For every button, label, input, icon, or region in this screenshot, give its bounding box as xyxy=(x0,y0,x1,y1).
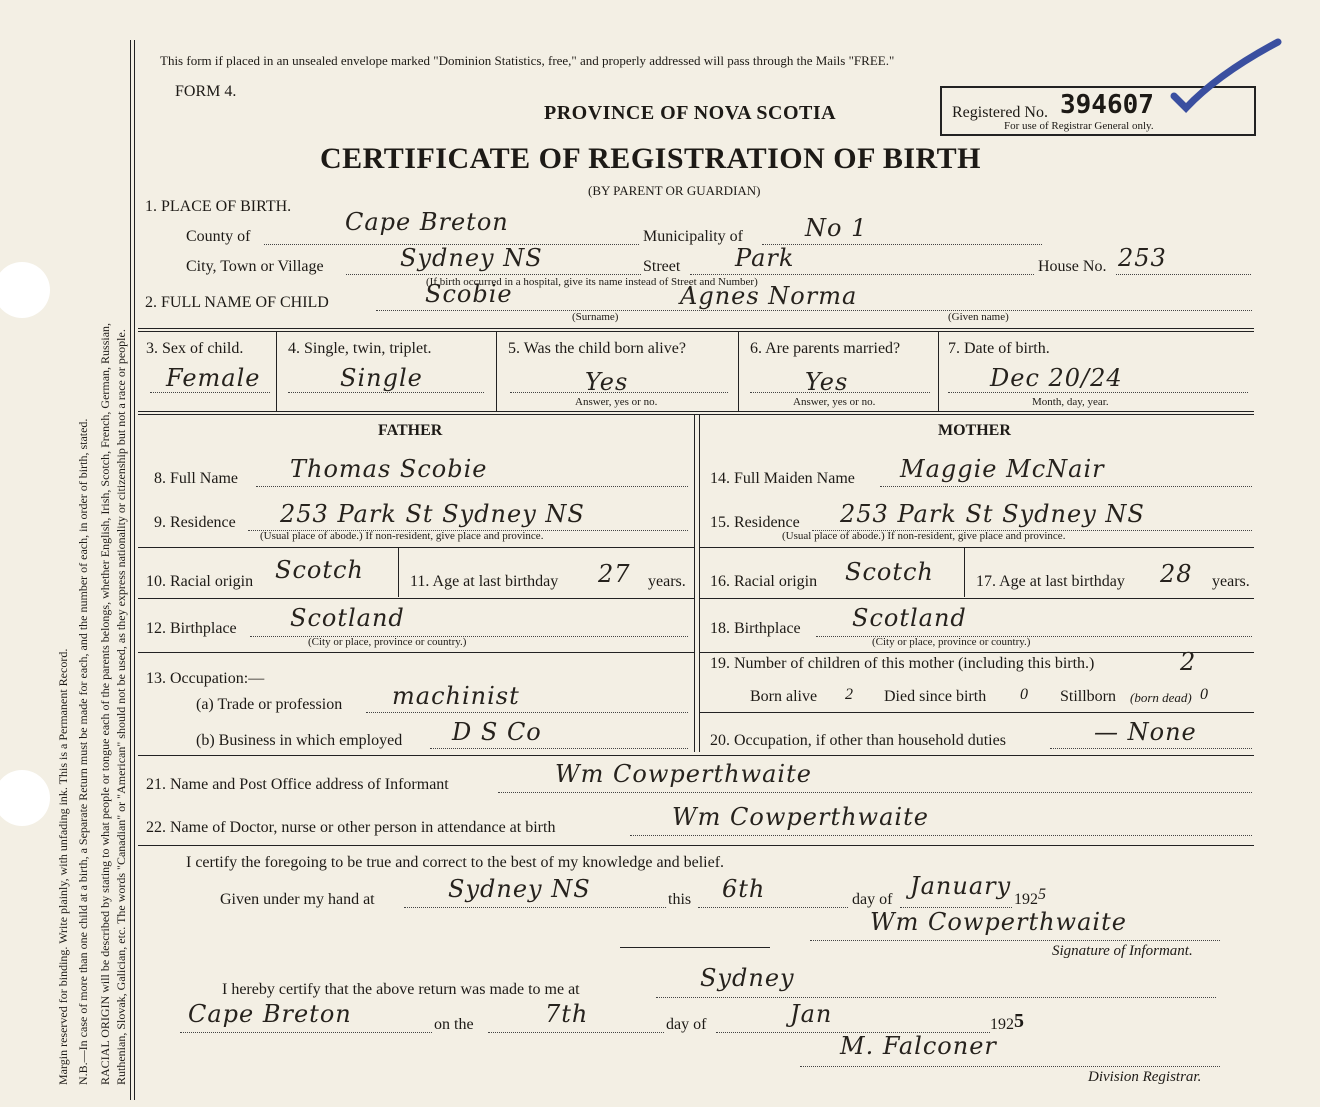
page-subtitle: (BY PARENT OR GUARDIAN) xyxy=(588,183,761,198)
day-of-label: day of xyxy=(852,891,893,908)
on-the-label: on the xyxy=(434,1016,474,1033)
father-residence-caption: (Usual place of abode.) If non-resident, give place and province. xyxy=(260,530,544,542)
mother-heading: MOTHER xyxy=(938,422,1011,439)
street-value: Park xyxy=(735,244,795,272)
mother-name-label: 14. Full Maiden Name xyxy=(710,470,855,487)
mother-birthplace-caption: (City or place, province or country.) xyxy=(872,636,1031,648)
children-count-label: 19. Number of children of this mother (including this birth.) xyxy=(710,655,1095,672)
mother-residence-value: 253 Park St Sydney NS xyxy=(840,500,1145,528)
page-title: CERTIFICATE OF REGISTRATION OF BIRTH xyxy=(320,142,981,175)
certified-year: 5 xyxy=(1038,886,1046,903)
house-label: House No. xyxy=(1038,258,1107,275)
father-racial-origin-label: 10. Racial origin xyxy=(146,573,254,590)
father-age-label: 11. Age at last birthday xyxy=(410,573,559,590)
mother-occupation-label: 20. Occupation, if other than household duties xyxy=(710,732,1006,749)
father-racial-origin-value: Scotch xyxy=(275,556,364,584)
mother-occupation-value: — None xyxy=(1094,718,1197,746)
children-count-value: 2 xyxy=(1180,648,1197,676)
mother-age-value: 28 xyxy=(1160,560,1193,588)
born-alive-caption: Answer, yes or no. xyxy=(575,396,658,408)
registered-number: 394607 xyxy=(1060,90,1154,120)
certified-month: January xyxy=(910,872,1012,900)
father-trade-value: machinist xyxy=(392,682,520,710)
place-of-birth-label: 1. PLACE OF BIRTH. xyxy=(145,198,292,215)
binding-hole-bottom xyxy=(0,770,50,826)
father-residence-value: 253 Park St Sydney NS xyxy=(280,500,585,528)
registrar-day-of-label: day of xyxy=(666,1016,707,1033)
informant-value: Wm Cowperthwaite xyxy=(555,760,812,788)
registrar-signature: M. Falconer xyxy=(840,1032,997,1060)
child-given-name: Agnes Norma xyxy=(680,282,858,310)
registrar-signature-label: Division Registrar. xyxy=(1088,1069,1202,1085)
single-twin-label: 4. Single, twin, triplet. xyxy=(288,340,432,357)
died-since-birth-value: 0 xyxy=(1020,686,1028,703)
mother-name-value: Maggie McNair xyxy=(900,455,1105,483)
father-years-label: years. xyxy=(648,573,686,590)
mother-years-label: years. xyxy=(1212,573,1250,590)
registrar-year: 5 xyxy=(1014,1010,1024,1032)
postal-notice: This form if placed in an unsealed envelope marked "Dominion Statistics, free," and properly addressed will pass through the Mails "FREE." xyxy=(160,53,895,68)
born-alive-count-label: Born alive xyxy=(750,688,818,705)
informant-label: 21. Name and Post Office address of Informant xyxy=(146,776,449,793)
surname-caption: (Surname) xyxy=(572,311,619,323)
sex-value: Female xyxy=(166,364,261,392)
father-birthplace-value: Scotland xyxy=(290,604,405,632)
hospital-note: (If birth occurred in a hospital, give its name instead of Street and Number) xyxy=(426,276,758,288)
mother-residence-label: 15. Residence xyxy=(710,514,800,531)
check-mark-icon xyxy=(1168,34,1288,114)
father-residence-label: 9. Residence xyxy=(154,514,236,531)
province-heading: PROVINCE OF NOVA SCOTIA xyxy=(544,102,837,124)
mother-birthplace-label: 18. Birthplace xyxy=(710,620,801,637)
this-label: this xyxy=(668,891,692,908)
county-value: Cape Breton xyxy=(345,208,509,236)
parents-married-value: Yes xyxy=(805,368,849,396)
stillborn-note: (born dead) xyxy=(1130,690,1192,705)
certified-day: 6th xyxy=(722,875,766,903)
mother-residence-caption: (Usual place of abode.) If non-resident, give place and province. xyxy=(782,530,1066,542)
certified-place: Sydney NS xyxy=(448,875,591,903)
registrar-month: Jan xyxy=(790,1000,833,1028)
informant-signature: Wm Cowperthwaite xyxy=(870,908,1127,936)
margin-note-2: N.B.—In case of more than one child at a birth, a Separate Return must be made for each, and the number of each, in order of birth, stated. xyxy=(76,418,90,1085)
registered-note: For use of Registrar General only. xyxy=(1004,120,1154,132)
municipality-label: Municipality of xyxy=(643,228,743,245)
given-name-caption: (Given name) xyxy=(948,311,1009,323)
stillborn-label: Stillborn xyxy=(1060,688,1117,705)
registered-label: Registered No. xyxy=(952,104,1048,121)
date-of-birth-caption: Month, day, year. xyxy=(1032,396,1109,408)
margin-note-1: Margin reserved for binding. Write plainly, with unfading ink. This is a Permanent Record. xyxy=(56,648,70,1085)
informant-signature-label: Signature of Informant. xyxy=(1052,943,1193,959)
date-of-birth-label: 7. Date of birth. xyxy=(948,340,1050,357)
father-age-value: 27 xyxy=(598,560,631,588)
parents-married-caption: Answer, yes or no. xyxy=(793,396,876,408)
registrar-statement: I hereby certify that the above return was made to me at xyxy=(222,981,580,998)
father-business-label: (b) Business in which employed xyxy=(196,732,403,749)
mother-birthplace-value: Scotland xyxy=(852,604,967,632)
form-number: FORM 4. xyxy=(175,83,237,100)
father-birthplace-caption: (City or place, province or country.) xyxy=(308,636,467,648)
sex-label: 3. Sex of child. xyxy=(146,340,244,357)
margin-line-2 xyxy=(134,40,135,1100)
city-label: City, Town or Village xyxy=(186,258,324,275)
house-value: 253 xyxy=(1118,244,1167,272)
born-alive-label: 5. Was the child born alive? xyxy=(508,340,686,357)
margin-note-3: RACIAL ORIGIN will be described by stating to what people or tongue each of the parents belongs, whether English, Irish, Scotch, French, German, Russian, xyxy=(98,322,112,1085)
mother-racial-origin-label: 16. Racial origin xyxy=(710,573,818,590)
city-value: Sydney NS xyxy=(400,244,543,272)
county-label: County of xyxy=(186,228,251,245)
born-alive-value: Yes xyxy=(585,368,629,396)
mother-racial-origin-value: Scotch xyxy=(845,558,934,586)
doctor-value: Wm Cowperthwaite xyxy=(672,803,929,831)
child-name-label: 2. FULL NAME OF CHILD xyxy=(145,294,329,311)
stillborn-value: 0 xyxy=(1200,686,1208,703)
registrar-day: 7th xyxy=(545,1000,589,1028)
parents-married-label: 6. Are parents married? xyxy=(750,340,901,357)
father-name-value: Thomas Scobie xyxy=(290,455,488,483)
mother-age-label: 17. Age at last birthday xyxy=(976,573,1125,590)
father-name-label: 8. Full Name xyxy=(154,470,238,487)
margin-line xyxy=(130,40,131,1100)
certified-year-prefix: 192 xyxy=(1014,891,1038,908)
registrar-county: Cape Breton xyxy=(188,1000,352,1028)
father-birthplace-label: 12. Birthplace xyxy=(146,620,237,637)
doctor-label: 22. Name of Doctor, nurse or other person in attendance at birth xyxy=(146,819,556,836)
single-twin-value: Single xyxy=(340,364,423,392)
binding-hole-top xyxy=(0,262,50,318)
registrar-year-prefix: 192 xyxy=(990,1016,1014,1033)
father-trade-label: (a) Trade or profession xyxy=(196,696,343,713)
born-alive-count-value: 2 xyxy=(845,686,853,703)
certify-statement: I certify the foregoing to be true and correct to the best of my knowledge and belief. xyxy=(186,854,725,871)
municipality-value: No 1 xyxy=(805,214,868,242)
died-since-birth-label: Died since birth xyxy=(884,688,987,705)
father-heading: FATHER xyxy=(378,422,443,439)
child-surname: Scobie xyxy=(425,280,513,308)
registrar-place: Sydney xyxy=(700,964,795,992)
father-business-value: D S Co xyxy=(452,718,542,746)
given-under-hand-label: Given under my hand at xyxy=(220,891,375,908)
street-label: Street xyxy=(643,258,681,275)
date-of-birth-value: Dec 20/24 xyxy=(990,364,1123,392)
father-occupation-label: 13. Occupation:— xyxy=(146,670,265,687)
margin-note-4: Ruthenian, Slovak, Galician, etc. The words "Canadian" or "American" should not be used, as they express nationality or citizenship but not a race or people. xyxy=(114,329,128,1085)
